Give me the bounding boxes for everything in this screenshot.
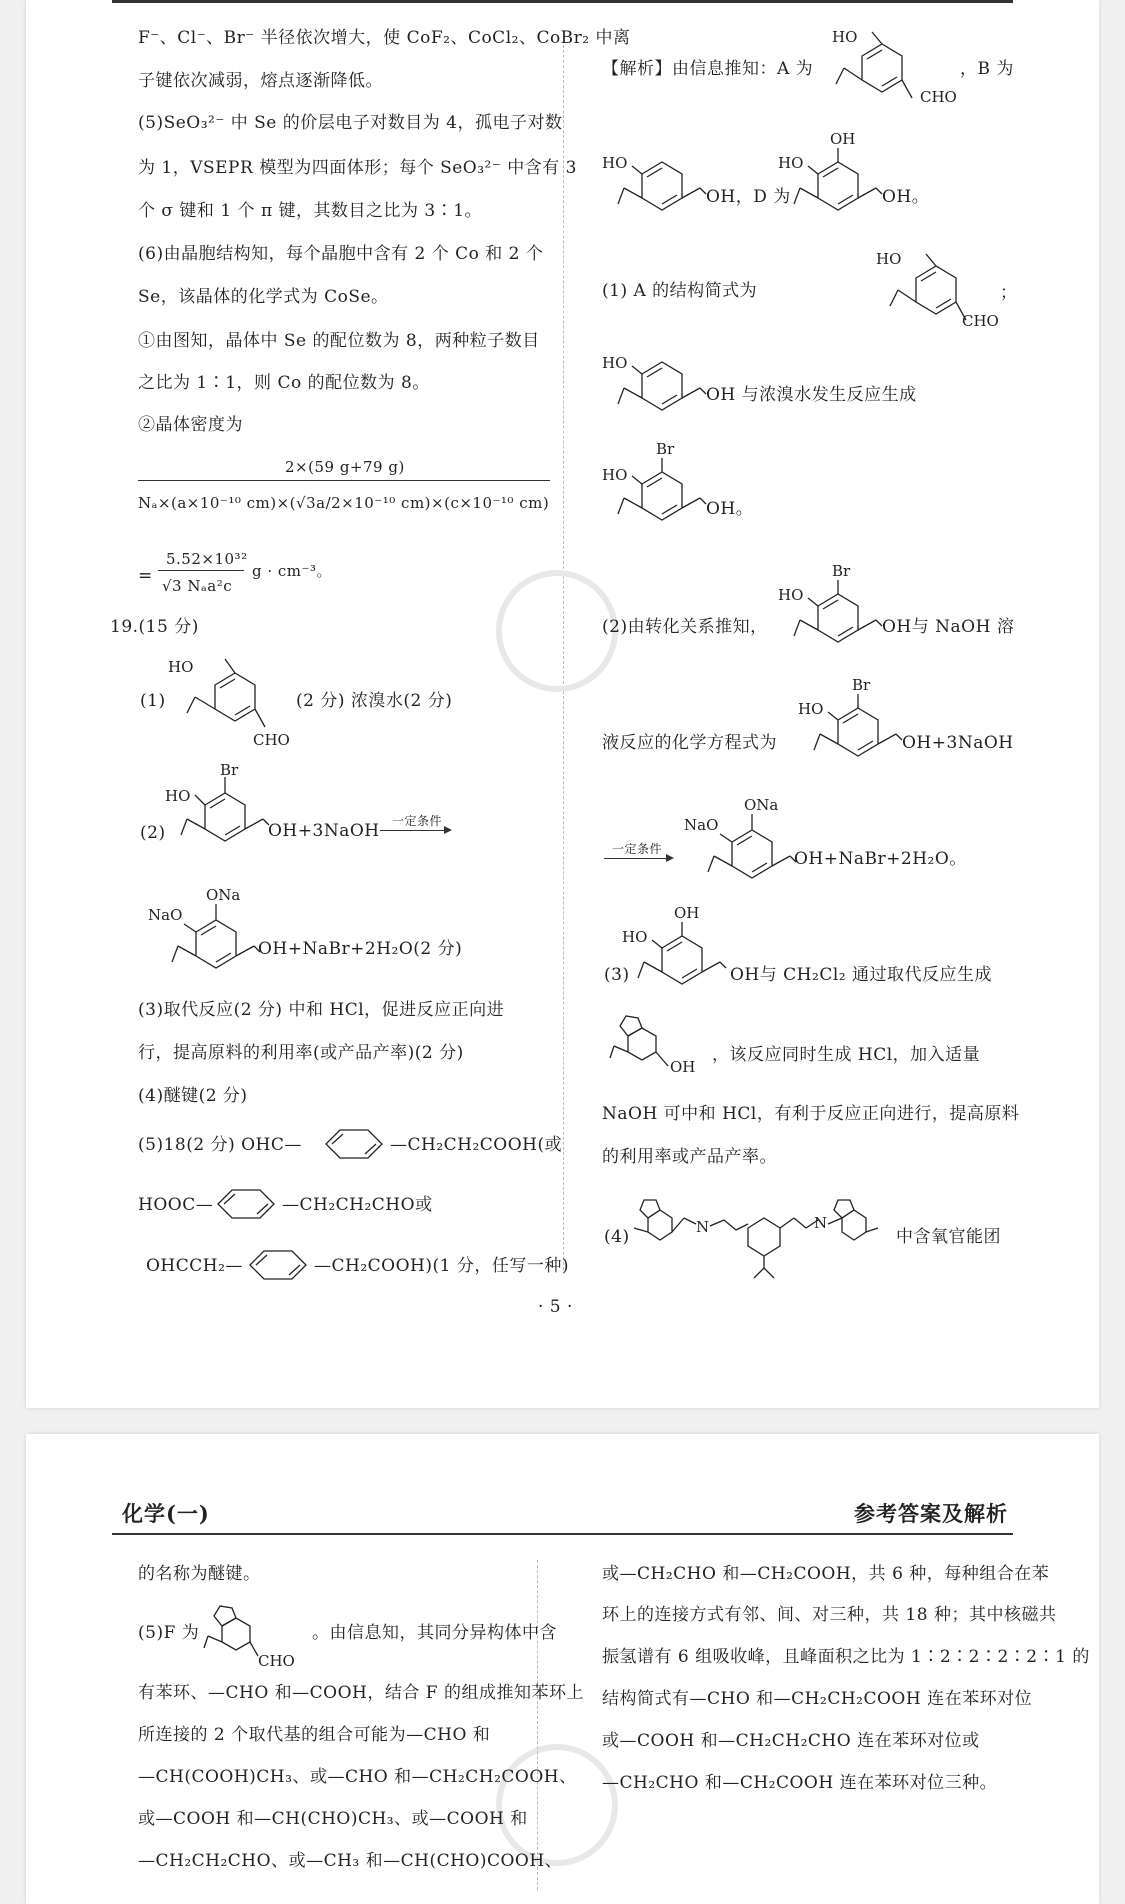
text-line: (5)18(2 分) OHC— (138, 1135, 302, 1155)
text-line: 行，提高原料的利用率(或产品产率)(2 分) (138, 1043, 464, 1063)
watermark-seal (496, 570, 618, 692)
svg-text:HO: HO (832, 28, 858, 46)
text-line: 结构简式有—CHO 和—CH₂CH₂COOH 连在苯环对位 (602, 1689, 1033, 1709)
text-line: —CH₂CHO 和—CH₂COOH 连在苯环对位三种。 (602, 1773, 998, 1793)
text-line: —CH₂CH₂COOH(或 (390, 1135, 563, 1155)
text-line: OH+NaBr+2H₂O。 (794, 849, 967, 869)
text-line: —CH₂CH₂CHO或 (282, 1195, 433, 1215)
svg-text:Br: Br (832, 562, 851, 580)
fraction-bar (138, 480, 550, 481)
bromo-triol-structure-icon (778, 562, 888, 662)
structure-D-icon (778, 130, 888, 230)
text-line: OH与 CH₂Cl₂ 通过取代反应生成 (730, 965, 992, 985)
text-line: HOOC— (138, 1195, 214, 1215)
svg-text:OH: OH (674, 904, 700, 922)
text-line: 之比为 1∶1，则 Co 的配位数为 8。 (138, 373, 430, 393)
bromo-triol-structure-icon (602, 440, 712, 540)
svg-text:NaO: NaO (684, 816, 719, 834)
text-line: 个 σ 键和 1 个 π 键，其数目之比为 3∶1。 (138, 201, 483, 221)
answer-label: (2) (140, 823, 166, 843)
svg-text:HO: HO (778, 154, 804, 172)
structure-A-icon (822, 26, 957, 116)
text-line: —CH(COOH)CH₃、或—CHO 和—CH₂CH₂COOH、 (138, 1767, 577, 1787)
density-result-denominator: √3 Nₐa²c (162, 577, 233, 595)
svg-text:Br: Br (852, 676, 871, 694)
text-line: ，该反应同时生成 HCl，加入适量 (712, 1045, 981, 1065)
methylenedioxy-structure-icon (602, 1010, 702, 1080)
svg-text:NaO: NaO (148, 906, 183, 924)
text-line: OH与 NaOH 溶 (882, 617, 1015, 637)
condition-label: 一定条件 (392, 814, 443, 828)
text-line: 的利用率或产品产率。 (602, 1147, 777, 1167)
svg-text:HO: HO (602, 354, 628, 372)
sodium-phenoxide-structure-icon (684, 790, 804, 900)
text-line: (4)醚键(2 分) (138, 1086, 248, 1106)
text-line: 振氢谱有 6 组吸收峰，且峰面积之比为 1∶2∶2∶2∶2∶1 的 (602, 1647, 1090, 1667)
text-line: NaOH 可中和 HCl，有利于反应正向进行，提高原料 (602, 1104, 1020, 1124)
svg-text:HO: HO (165, 787, 191, 805)
text-line: 。由信息知，其同分异构体中含 (312, 1623, 557, 1643)
text-line: 环上的连接方式有邻、间、对三种，共 18 种；其中核磁共 (602, 1605, 1057, 1625)
text-line: (4) (604, 1227, 630, 1247)
svg-text:OH: OH (830, 130, 856, 148)
text-line: (3) (604, 965, 630, 985)
svg-text:CHO: CHO (962, 312, 999, 330)
text-line: OH，D 为 (706, 187, 791, 207)
svg-text:CHO: CHO (258, 1652, 295, 1670)
text-line: —CH₂CH₂CHO、或—CH₃ 和—CH(CHO)COOH、 (138, 1851, 563, 1871)
bromo-triol-structure-icon (165, 761, 285, 865)
svg-text:HO: HO (622, 928, 648, 946)
text-line: OH。 (706, 499, 754, 519)
svg-text:Br: Br (656, 440, 675, 458)
density-unit: g · cm⁻³。 (252, 562, 332, 580)
text-line: F⁻、Cl⁻、Br⁻ 半径依次增大，使 CoF₂、CoCl₂、CoBr₂ 中离 (138, 28, 631, 48)
text-line: —CH₂COOH)(1 分，任写一种) (314, 1256, 569, 1276)
text-line: 中含氧官能团 (896, 1227, 1001, 1247)
condition-label: 一定条件 (612, 842, 663, 856)
header-rule (112, 1533, 1013, 1535)
section-header: 参考答案及解析 (854, 1501, 1008, 1526)
text-line: (5)F 为 (138, 1623, 200, 1643)
equals-sign: = (138, 566, 153, 586)
column-divider (537, 1560, 538, 1890)
top-rule (112, 0, 1013, 3)
fraction-bar (158, 570, 244, 571)
svg-text:N: N (696, 1218, 710, 1236)
svg-text:HO: HO (798, 700, 824, 718)
text-line: ①由图知，晶体中 Se 的配位数为 8，两种粒子数目 (138, 331, 540, 351)
svg-text:N: N (814, 1214, 828, 1232)
svg-text:HO: HO (602, 466, 628, 484)
text-line: (1) A 的结构简式为 (602, 281, 758, 301)
text-line: 或—CH₂CHO 和—CH₂COOH，共 6 种，每种组合在苯 (602, 1564, 1050, 1584)
text-line: 的名称为醚键。 (138, 1564, 261, 1584)
density-denominator: Nₐ×(a×10⁻¹⁰ cm)×(√3a/2×10⁻¹⁰ cm)×(c×10⁻¹⁰ cm) (138, 494, 550, 512)
bromo-triol-structure-icon (798, 676, 908, 776)
benzene-ring-icon (242, 1243, 314, 1287)
text-line: OH。 (882, 187, 930, 207)
text-line: ，B 为 (960, 59, 1014, 79)
reaction-arrow-icon (604, 858, 672, 859)
subject-header: 化学(一) (122, 1501, 210, 1526)
density-numerator: 2×(59 g+79 g) (285, 458, 405, 476)
text-line: 或—COOH 和—CH₂CH₂CHO 连在苯环对位或 (602, 1731, 980, 1751)
text-line: Se，该晶体的化学式为 CoSe。 (138, 287, 389, 307)
answer-score: (2 分) 浓溴水(2 分) (296, 691, 453, 711)
benzene-ring-icon (210, 1182, 282, 1226)
svg-text:HO: HO (876, 250, 902, 268)
reaction-arrow-icon (380, 830, 450, 831)
text-line: 或—COOH 和—CH(CHO)CH₃、或—COOH 和 (138, 1809, 528, 1829)
text-line: ②晶体密度为 (138, 415, 243, 435)
text-line: OH+3NaOH (902, 733, 1014, 753)
watermark-seal (496, 1744, 618, 1866)
text-line: (3)取代反应(2 分) 中和 HCl，促进反应正向进 (138, 1000, 505, 1020)
svg-text:ONa: ONa (206, 886, 241, 904)
svg-text:CHO: CHO (920, 88, 957, 106)
svg-text:HO: HO (778, 586, 804, 604)
sodium-phenoxide-structure-icon (148, 880, 268, 990)
text-line: OH 与浓溴水发生反应生成 (706, 385, 917, 405)
structure-B-icon (602, 150, 712, 230)
text-line: 【解析】由信息推知：A 为 (602, 59, 814, 79)
text-line: 所连接的 2 个取代基的组合可能为—CHO 和 (138, 1725, 491, 1745)
text-line: ； (1000, 283, 1018, 303)
text-line: (5)SeO₃²⁻ 中 Se 的价层电子对数目为 4，孤电子对数 (138, 113, 563, 133)
text-line: 子键依次减弱，熔点逐渐降低。 (138, 71, 383, 91)
density-result-numerator: 5.52×10³² (166, 550, 248, 568)
svg-text:CHO: CHO (253, 731, 290, 749)
text-line: 有苯环、—CHO 和—COOH，结合 F 的组成推知苯环上 (138, 1683, 584, 1703)
structure-F-icon (196, 1600, 306, 1670)
structure-A-icon (876, 248, 1006, 338)
text-line: 液反应的化学方程式为 (602, 733, 777, 753)
svg-text:HO: HO (602, 154, 628, 172)
structure-D-icon (622, 904, 732, 1004)
text-line: (6)由晶胞结构知，每个晶胞中含有 2 个 Co 和 2 个 (138, 244, 544, 264)
answer-label: (1) (140, 691, 166, 711)
svg-text:OH: OH (670, 1058, 696, 1076)
structure-B-icon (602, 350, 712, 430)
text-line: 为 1，VSEPR 模型为四面体形；每个 SeO₃²⁻ 中含有 3 (138, 158, 577, 178)
reaction-products: OH+NaBr+2H₂O(2 分) (258, 939, 463, 959)
reaction-text: OH+3NaOH (268, 821, 380, 841)
text-line: OHCCH₂— (146, 1256, 243, 1276)
structure-A-icon (165, 655, 305, 749)
svg-text:ONa: ONa (744, 796, 779, 814)
question-19-heading: 19.(15 分) (110, 617, 199, 637)
svg-text:HO: HO (168, 658, 194, 676)
benzene-ring-icon (318, 1122, 390, 1166)
page-number: · 5 · (538, 1297, 573, 1317)
svg-text:Br: Br (220, 761, 239, 779)
text-line: (2)由转化关系推知， (602, 617, 768, 637)
